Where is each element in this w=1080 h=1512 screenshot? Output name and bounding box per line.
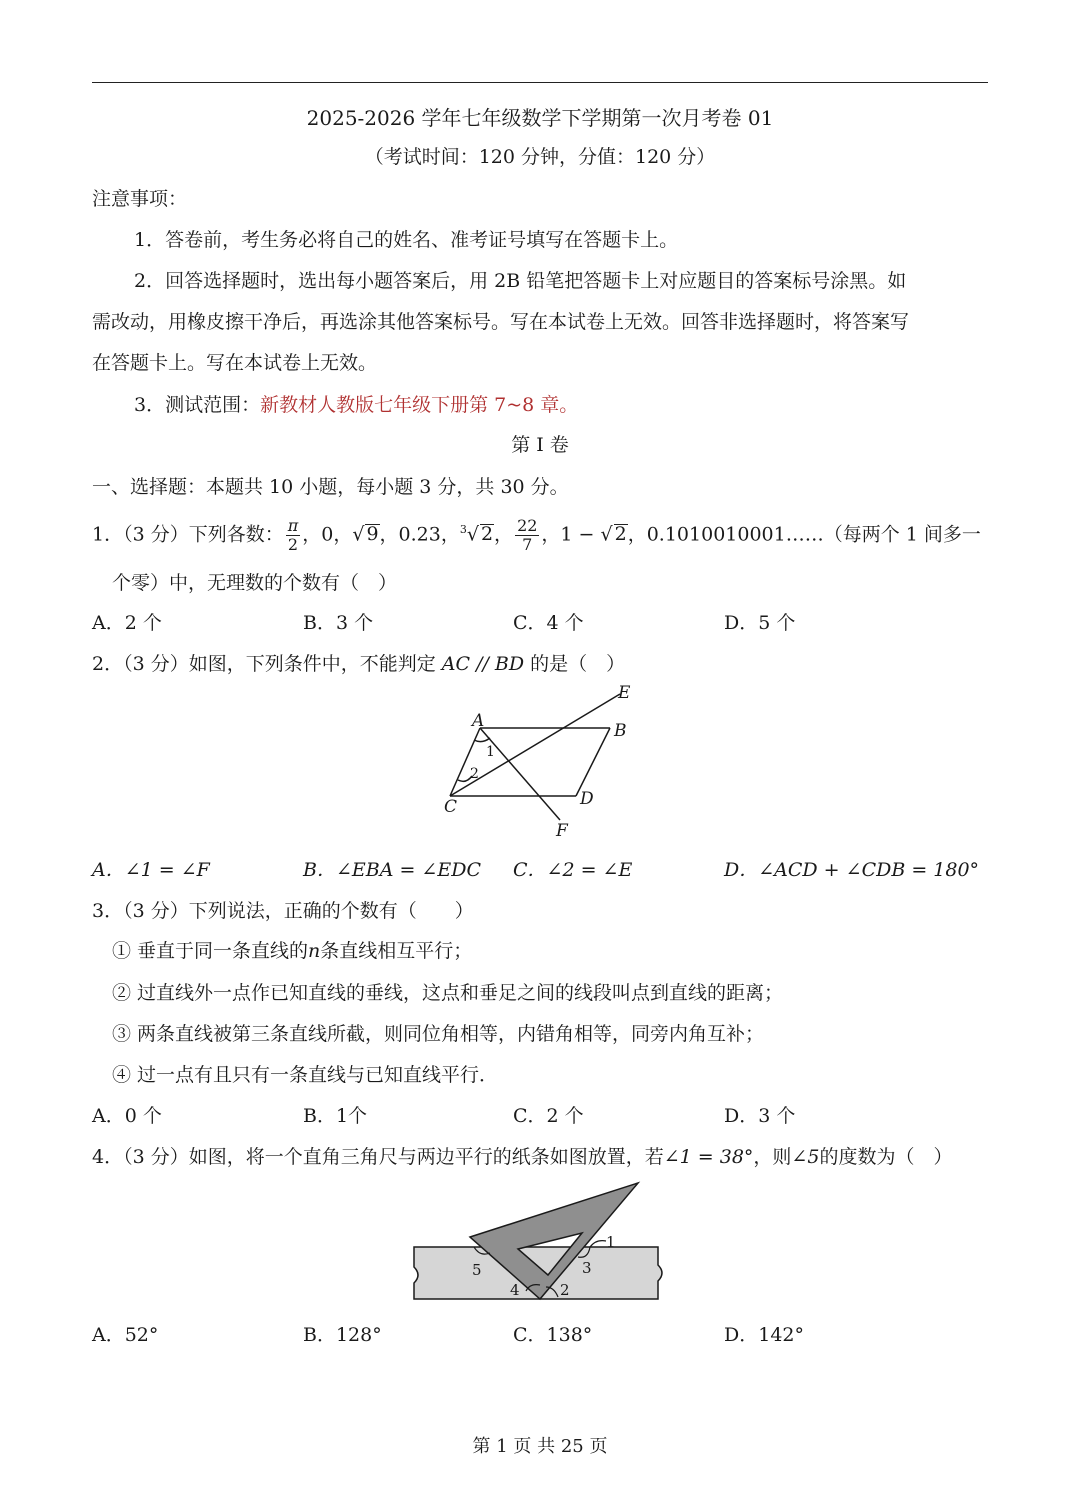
label-b: B [614, 721, 627, 741]
q4-ask: ∠5 [791, 1146, 820, 1168]
label-angle-2: 2 [470, 766, 479, 782]
q2-suffix: 的是（ ） [524, 653, 626, 675]
label-angle-3: 3 [582, 1259, 592, 1277]
label-angle-5: 5 [472, 1261, 482, 1279]
q1-comma: ， [494, 523, 514, 546]
fraction-num: π [287, 515, 299, 535]
cube-root-index: 3 [459, 523, 467, 536]
segment-ac [450, 728, 480, 796]
question-2-stem [92, 649, 625, 676]
q3-option-a[interactable]: A．0 个 [92, 1105, 162, 1127]
exam-title: 2025-2026 学年七年级数学下学期第一次月考卷 01 [306, 106, 774, 130]
question-4-stem [92, 1142, 952, 1169]
question-3-stem: 3．（3 分）下列说法，正确的个数有（ ） [92, 900, 474, 922]
q2-prefix: 2．（3 分）如图，下列条件中，不能判定 [92, 653, 442, 675]
q1-tail: ，0.1010010001……（每两个 1 间多一 [627, 523, 981, 546]
q4-option-b[interactable]: B．128° [303, 1324, 382, 1346]
fraction-pi-over-2 [286, 517, 301, 554]
label-d: D [580, 789, 594, 809]
sqrt-icon: √ [600, 523, 613, 546]
cube-root-2: 2 [480, 523, 494, 546]
fraction-den: 2 [287, 534, 299, 554]
q3-statement-1 [112, 936, 472, 963]
note-item-3 [134, 390, 578, 417]
q1-option-d[interactable]: D．5 个 [724, 612, 796, 634]
segment-bd [576, 728, 610, 796]
q3-option-c[interactable]: C．2 个 [513, 1105, 584, 1127]
q4-stem-c: 的度数为（ ） [819, 1146, 953, 1168]
q1-option-c[interactable]: C．4 个 [513, 612, 584, 634]
q3-s1-a: ① 垂直于同一条直线的 [112, 940, 309, 962]
q3-option-b[interactable]: B．1个 [303, 1105, 368, 1127]
q2-ac-parallel-bd: AC // BD [441, 653, 525, 675]
q4-condition: ∠1 = 38° [663, 1146, 754, 1168]
q2-option-d[interactable]: D．∠ACD + ∠CDB = 180° [724, 859, 980, 881]
q4-option-c[interactable]: C．138° [513, 1324, 593, 1346]
q2-option-c[interactable]: C．∠2 = ∠E [513, 859, 633, 881]
label-f: F [556, 821, 568, 840]
label-angle-1: 1 [606, 1233, 616, 1251]
label-a: A [472, 711, 485, 731]
sqrt-icon: √ [466, 523, 479, 546]
question-1-stem [92, 510, 981, 554]
page-footer: 第 1 页 共 25 页 [472, 1436, 608, 1457]
q2-figure [430, 680, 660, 840]
section-heading: 一、选择题：本题共 10 小题，每小题 3 分，共 30 分。 [92, 476, 569, 498]
q1-one-minus: ，1 − [541, 523, 601, 546]
fraction-22-over-7 [515, 517, 539, 554]
sqrt-9: 9 [366, 523, 379, 546]
q3-statement-3: ③ 两条直线被第三条直线所截，则同位角相等，内错角相等，同旁内角互补； [112, 1023, 765, 1045]
note-item-2-line-3: 在答题卡上。写在本试卷上无效。 [92, 352, 378, 374]
q4-figure [400, 1175, 670, 1310]
label-angle-1: 1 [486, 744, 495, 760]
q1-option-b[interactable]: B．3 个 [303, 612, 374, 634]
exam-subtitle: （考试时间：120 分钟，分值：120 分） [364, 146, 716, 168]
note-item-2-line-1: 2．回答选择题时，选出每小题答案后，用 2B 铅笔把答题卡上对应题目的答案标号涂黑。如 [134, 270, 907, 292]
q3-statement-2: ② 过直线外一点作已知直线的垂线，这点和垂足之间的线段叫点到直线的距离； [112, 982, 784, 1004]
fraction-den: 7 [522, 534, 533, 554]
q3-option-d[interactable]: D．3 个 [724, 1105, 796, 1127]
label-angle-4: 4 [510, 1281, 520, 1299]
question-1-line-2: 个零）中，无理数的个数有（ ） [112, 572, 398, 594]
q4-option-a[interactable]: A．52° [92, 1324, 159, 1346]
sqrt-2: 2 [614, 523, 627, 546]
q3-s1-n: n [308, 940, 321, 962]
note-item-1: 1．答卷前，考生务必将自己的姓名、准考证号填写在答题卡上。 [134, 229, 679, 251]
volume-title: 第 I 卷 [511, 434, 569, 456]
header-rule [92, 82, 988, 83]
sqrt-icon: √ [352, 523, 365, 546]
label-angle-2: 2 [560, 1281, 570, 1299]
fraction-num: 22 [517, 515, 538, 535]
note-item-3-prefix: 3．测试范围： [134, 394, 261, 416]
segment-af [480, 728, 560, 820]
label-e: E [618, 683, 631, 703]
q1-zero: ，0， [302, 523, 353, 546]
q1-mid: ，0.23， [379, 523, 460, 546]
q4-option-d[interactable]: D．142° [724, 1324, 804, 1346]
test-range: 新教材人教版七年级下册第 7~8 章。 [260, 394, 579, 416]
q3-s1-b: 条直线相互平行； [320, 940, 473, 962]
q2-option-b[interactable]: B．∠EBA = ∠EDC [303, 859, 481, 881]
q1-prefix: 1．（3 分）下列各数： [92, 523, 284, 546]
notes-heading: 注意事项： [92, 188, 188, 210]
q2-option-a[interactable]: A．∠1 = ∠F [92, 859, 210, 881]
angle-1-arc [474, 738, 490, 742]
q4-stem-a: 4．（3 分）如图，将一个直角三角尺与两边平行的纸条如图放置，若 [92, 1146, 664, 1168]
label-c: C [444, 797, 458, 817]
q4-stem-b: ，则 [753, 1146, 792, 1168]
angle-1-arc [590, 1241, 606, 1247]
note-item-2-line-2: 需改动，用橡皮擦干净后，再选涂其他答案标号。写在本试卷上无效。回答非选择题时，将答案写 [92, 311, 910, 333]
q1-option-a[interactable]: A．2 个 [92, 612, 162, 634]
q3-statement-4: ④ 过一点有且只有一条直线与已知直线平行． [112, 1064, 499, 1086]
